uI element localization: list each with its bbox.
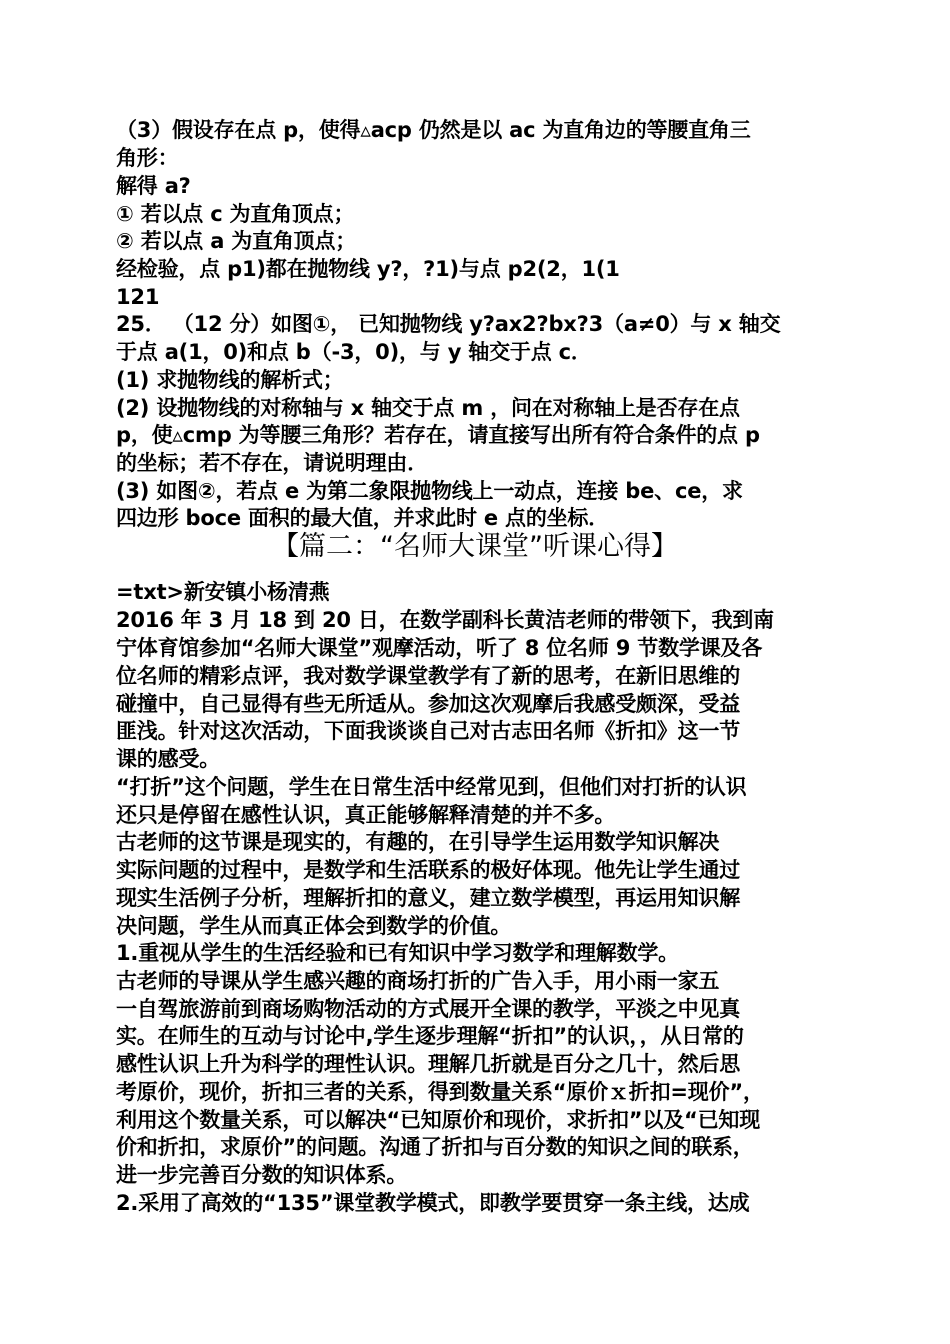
problem-line: ② 若以点 a 为直角顶点； bbox=[116, 229, 357, 253]
problem-line: 的坐标；若不存在，请说明理由． bbox=[116, 451, 428, 475]
problem-line: 解得 a? bbox=[116, 174, 191, 198]
article-line: “打折”这个问题，学生在日常生活中经常见到，但他们对打折的认识 bbox=[116, 775, 747, 799]
article-line: 碰撞中，自己显得有些无所适从。参加这次观摩后我感受颇深，受益 bbox=[116, 692, 740, 716]
problem-line: （3）假设存在点 p，使得▵acp 仍然是以 ac 为直角边的等腰直角三 bbox=[116, 118, 751, 142]
article-line: 一自驾旅游前到商场购物活动的方式展开全课的教学，平淡之中见真 bbox=[116, 997, 740, 1021]
article-line: 古老师的导课从学生感兴趣的商场打折的广告入手，用小雨一家五 bbox=[116, 969, 720, 993]
problem-line: 经检验，点 p1)都在抛物线 y?，?1)与点 p2(2，1(1 bbox=[116, 257, 620, 281]
article-line: 课的感受。 bbox=[116, 747, 220, 771]
article-line: =txt>新安镇小杨清燕 bbox=[116, 580, 330, 604]
problem-line: 121 bbox=[116, 285, 160, 309]
article-line: 考原价，现价，折扣三者的关系，得到数量关系“原价ｘ折扣=现价”， bbox=[116, 1080, 764, 1104]
section-heading: 【篇二：“名师大课堂”听课心得】 bbox=[272, 531, 678, 562]
problem-line: 于点 a(1，0)和点 b（-3，0)，与 y 轴交于点 c． bbox=[116, 340, 592, 364]
problem-line: ① 若以点 c 为直角顶点； bbox=[116, 202, 355, 226]
article-line: 2.采用了高效的“135”课堂教学模式，即教学要贯穿一条主线，达成 bbox=[116, 1191, 750, 1215]
problem-line: (2) 设抛物线的对称轴与 x 轴交于点 m ，问在对称轴上是否存在点 bbox=[116, 396, 740, 420]
article-line: 还只是停留在感性认识，真正能够解释清楚的并不多。 bbox=[116, 803, 616, 827]
problem-line: 25． （12 分）如图①， 已知抛物线 y?ax2?bx?3（a≠0）与 x 轴交 bbox=[116, 312, 781, 336]
problem-line: (1) 求抛物线的解析式； bbox=[116, 368, 344, 392]
problem-line: 角形： bbox=[116, 146, 179, 170]
article-line: 进一步完善百分数的知识体系。 bbox=[116, 1163, 408, 1187]
article-line: 感性认识上升为科学的理性认识。理解几折就是百分之几十，然后思 bbox=[116, 1052, 740, 1076]
article-line: 2016 年 3 月 18 到 20 日，在数学副科长黄洁老师的带领下，我到南 bbox=[116, 608, 774, 632]
article-line: 价和折扣，求原价”的问题。沟通了折扣与百分数的知识之间的联系， bbox=[116, 1135, 754, 1159]
article-line: 决问题，学生从而真正体会到数学的价值。 bbox=[116, 914, 512, 938]
article-line: 实际问题的过程中，是数学和生活联系的极好体现。他先让学生通过 bbox=[116, 858, 740, 882]
problem-line: 四边形 boce 面积的最大值，并求此时 e 点的坐标． bbox=[116, 506, 610, 530]
article-line: 利用这个数量关系，可以解决“已知原价和现价，求折扣”以及“已知现 bbox=[116, 1108, 761, 1132]
article-line: 位名师的精彩点评，我对数学课堂教学有了新的思考，在新旧思维的 bbox=[116, 664, 740, 688]
article-line: 1.重视从学生的生活经验和已有知识中学习数学和理解数学。 bbox=[116, 941, 679, 965]
article-line: 匪浅。针对这次活动，下面我谈谈自己对古志田名师《折扣》这一节 bbox=[116, 719, 740, 743]
problem-line: (3) 如图②，若点 e 为第二象限抛物线上一动点，连接 be、ce，求 bbox=[116, 479, 743, 503]
article-line: 宁体育馆参加“名师大课堂”观摩活动，听了 8 位名师 9 节数学课及各 bbox=[116, 636, 763, 660]
article-line: 现实生活例子分析，理解折扣的意义，建立数学模型，再运用知识解 bbox=[116, 886, 740, 910]
article-line: 实。在师生的互动与讨论中,学生逐步理解“折扣”的认识，，从日常的 bbox=[116, 1024, 744, 1048]
article-line: 古老师的这节课是现实的，有趣的，在引导学生运用数学知识解决 bbox=[116, 830, 720, 854]
problem-line: p，使▵cmp 为等腰三角形？若存在，请直接写出所有符合条件的点 p bbox=[116, 423, 760, 447]
